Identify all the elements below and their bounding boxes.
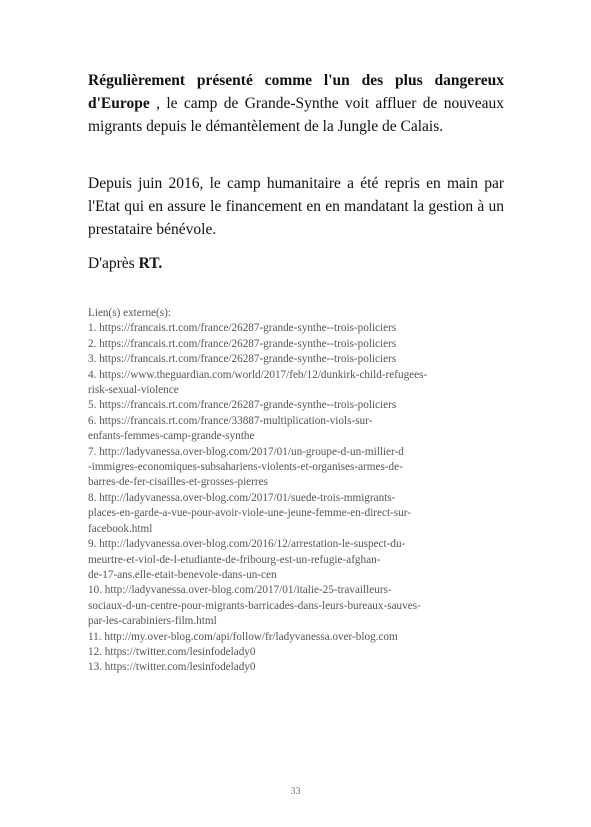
link-list [88,321,508,675]
link-line[interactable]: 3. https://francais.rt.com/france/26287-grande-synthe--trois-policiers [88,353,397,366]
link-line[interactable]: facebook.html [88,522,153,535]
external-links [88,306,508,676]
link-line[interactable]: barres-de-fer-cisailles-et-grosses-pierres [88,476,268,489]
link-line[interactable]: 10. http://ladyvanessa.over-blog.com/2017/01/italie-25-travailleurs- [88,584,392,597]
link-line[interactable]: -immigres-economiques-subsahariens-violents-et-organises-armes-de- [88,461,403,474]
link-line[interactable]: de-17-ans.elle-etait-benevole-dans-un-cen [88,568,277,581]
link-line[interactable]: meurtre-et-viol-de-l-etudiante-de-fribourg-est-un-refugie-afghan- [88,553,381,566]
link-line[interactable]: 6. https://francais.rt.com/france/33887-multiplication-viols-sur- [88,414,373,427]
link-line[interactable]: 12. https://twitter.com/lesinfodelady0 [88,645,256,658]
intro-bold-lead: Régulièrement présenté comme l'un des plus dangereux d'Europe [88,72,504,112]
link-line[interactable]: 9. http://ladyvanessa.over-blog.com/2016/12/arrestation-le-suspect-du- [88,538,406,551]
link-line[interactable]: risk-sexual-violence [88,384,179,397]
link-line[interactable]: sociaux-d-un-centre-pour-migrants-barricades-dans-leurs-bureaux-sauves- [88,599,421,612]
link-line[interactable]: 11. http://my.over-blog.com/api/follow/fr/ladyvanessa.over-blog.com [88,630,398,643]
links-heading: Lien(s) externe(s): [88,307,171,319]
link-line[interactable]: enfants-femmes-camp-grande-synthe [88,430,255,443]
link-line[interactable]: 5. https://francais.rt.com/france/26287-grande-synthe--trois-policiers [88,399,397,412]
page-number: 33 [290,786,301,797]
intro-rest: , le camp de Grande-Synthe voit affluer de nouveaux migrants depuis le démantèlement de la Jungle de Calais. [88,95,504,135]
link-line[interactable]: 13. https://twitter.com/lesinfodelady0 [88,661,256,674]
source-prefix: D'après [88,255,139,272]
intro-paragraph [88,69,504,138]
link-line[interactable]: par-les-carabiniers-film.html [88,615,217,628]
link-line[interactable]: 1. https://francais.rt.com/france/26287-grande-synthe--trois-policiers [88,322,397,335]
camp-paragraph: Depuis juin 2016, le camp humanitaire a été repris en main par l'Etat qui en assure le financement en en mandatant la gestion à un prestataire bénévole. [88,175,504,238]
source-line [88,252,504,275]
link-line[interactable]: places-en-garde-a-vue-pour-avoir-viole-une-jeune-femme-en-direct-sur- [88,507,411,520]
source-name: RT. [138,255,163,272]
link-line[interactable]: 4. https://www.theguardian.com/world/2017/feb/12/dunkirk-child-refugees- [88,368,428,381]
link-line[interactable]: 7. http://ladyvanessa.over-blog.com/2017/01/un-groupe-d-un-millier-d [88,445,404,458]
link-line[interactable]: 2. https://francais.rt.com/france/26287-grande-synthe--trois-policiers [88,337,397,350]
link-line[interactable]: 8. http://ladyvanessa.over-blog.com/2017/01/suede-trois-mmigrants- [88,491,396,504]
